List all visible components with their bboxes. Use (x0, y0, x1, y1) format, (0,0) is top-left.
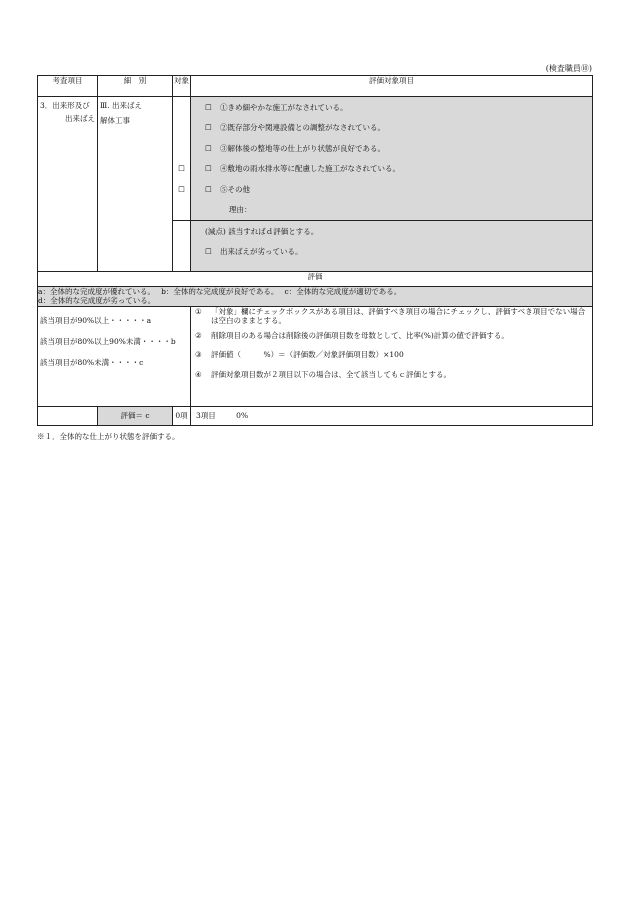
category-cell (38, 97, 98, 272)
subcategory-cell (98, 97, 173, 272)
evaluation-desc-line1: a：全体的な完成度が優れている。 b：全体的な完成度が良好である。 c：全体的な完成度が適切である。 (38, 287, 402, 296)
target-box-3[interactable] (173, 138, 190, 159)
ratio-c: 該当項目が80%未満・・・・c (40, 357, 144, 367)
note-2-text: 削除項目のある場合は削除後の評価項目数を母数として、比率(%)計算の値で評価する。 (211, 330, 509, 340)
target-box-5[interactable]: ☐ (178, 184, 185, 194)
criteria-item-4 (191, 159, 592, 180)
deduction-checkbox[interactable]: ☐ (205, 247, 212, 257)
ratio-a: 該当項目が90%以上・・・・・a (40, 315, 152, 325)
evaluation-desc-row (38, 287, 593, 307)
note-3-num: ③ (195, 350, 202, 360)
header-row (38, 76, 593, 97)
note-1-text: 「対象」欄にチェックボックスがある項目は、評価すべき項目の場合にチェックし、評価すべき項目でない場合は空白のままとする。 (211, 307, 586, 326)
target-box-2[interactable] (173, 118, 190, 139)
criteria-text-3: ③解体後の整地等の仕上がり状態が良好である。 (220, 143, 385, 153)
note-4-text: 評価対象項目数が２項目以下の場合は、全て該当してもｃ評価とする。 (211, 369, 451, 379)
ratio-cell (38, 307, 191, 407)
category-line1: 3．出来形及び (40, 101, 90, 110)
criteria-cell (191, 97, 593, 221)
document-reference: (検査職員⑩) (545, 64, 592, 73)
footer-blank (38, 407, 98, 426)
header-subcategory: 細 別 (98, 76, 173, 97)
evaluation-rules-row (38, 307, 593, 407)
criteria-item-3 (191, 138, 592, 159)
checkbox-5[interactable]: ☐ (205, 184, 212, 194)
category-line2: 出来ばえ (65, 114, 95, 124)
note-4 (191, 370, 592, 379)
note-2 (191, 331, 592, 340)
header-category: 考査項目 (38, 76, 98, 97)
footer-percent: 0% (236, 411, 249, 421)
reason-label: 理由： (229, 205, 252, 215)
criteria-text-2: ②既存部分や関連設備との調整がなされている。 (220, 123, 385, 133)
note-3 (191, 350, 592, 359)
criteria-text-1: ①きめ細やかな施工がなされている。 (220, 102, 348, 112)
note-3-text: 評価値（ %）＝（評価数／対象評価項目数）×100 (211, 350, 404, 360)
checkbox-4[interactable]: ☐ (205, 164, 212, 174)
evaluation-description (38, 287, 593, 307)
evaluation-desc-line2: d：全体的な完成度が劣っている。 (38, 296, 156, 306)
target-box-4[interactable]: ☐ (178, 164, 185, 174)
criteria-item-1 (191, 97, 592, 118)
note-1-num: ① (195, 307, 202, 316)
target-box-1[interactable] (173, 97, 190, 118)
evaluation-title-row (38, 272, 593, 287)
target-cell (173, 97, 191, 221)
checkbox-3[interactable]: ☐ (205, 143, 212, 153)
subcategory-line2: 解体工事 (100, 116, 130, 126)
header-target: 対象 (173, 76, 191, 97)
header-criteria: 評価対象項目 (191, 76, 593, 97)
footer-summary (191, 407, 593, 426)
note-2-num: ② (195, 330, 202, 340)
checkbox-2[interactable]: ☐ (205, 123, 212, 133)
notes-cell (191, 307, 593, 407)
checkbox-1[interactable]: ☐ (205, 102, 212, 112)
criteria-text-4: ④敷地の雨水排水等に配慮した施工がなされている。 (220, 164, 400, 174)
evaluation-form-table (37, 75, 593, 426)
deduction-target-cell (173, 221, 191, 272)
footer-grade: 評価＝ c (98, 407, 173, 426)
note-1 (191, 307, 592, 326)
criteria-item-5 (191, 179, 592, 200)
footer-items: 3項目 (196, 411, 216, 421)
deduction-text: 出来ばえが劣っている。 (220, 247, 303, 257)
ratio-b: 該当項目が80%以上90%未満・・・・b (40, 336, 176, 346)
deduction-item (191, 242, 592, 263)
footer-row (38, 407, 593, 426)
criteria-row (38, 97, 593, 221)
footer-count: 0項 (173, 407, 191, 426)
evaluation-title: 評価 (38, 272, 593, 287)
deduction-cell (191, 221, 593, 272)
criteria-text-5: ⑤その他 (220, 184, 250, 194)
note-4-num: ④ (195, 369, 202, 379)
subcategory-line1: Ⅲ. 出来ばえ (100, 101, 143, 110)
criteria-item-2 (191, 118, 592, 139)
deduction-title: (減点) 該当すればｄ評価とする。 (205, 226, 319, 236)
footnote: ※１．全体的な仕上がり状態を評価する。 (37, 432, 180, 441)
